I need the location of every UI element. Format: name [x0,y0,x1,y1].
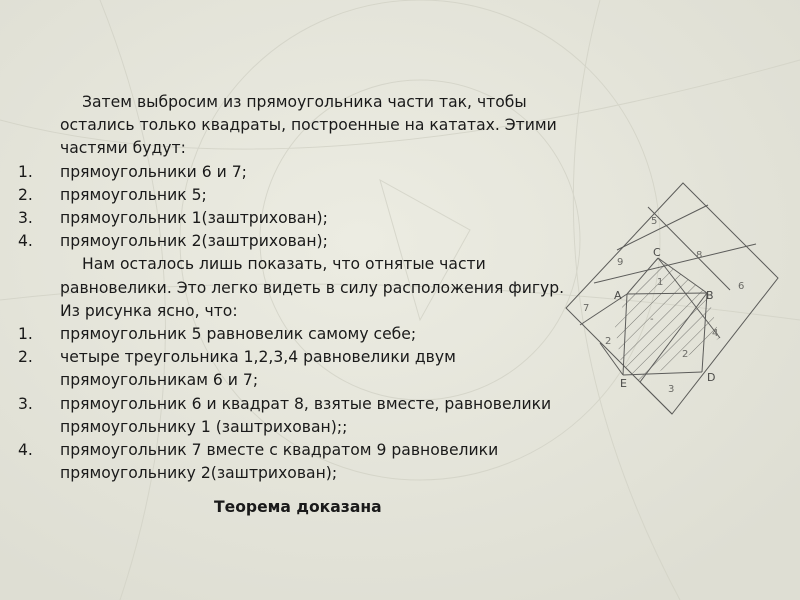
label-8: 8 [696,250,703,261]
list-item [18,393,578,439]
list-number: 3. [18,394,33,413]
list-number: 2. [18,185,33,204]
list-text: прямоугольник 5; [60,185,207,204]
vertex-D: D [707,371,716,384]
parts-list [18,161,578,254]
label-center: - [650,314,654,325]
list-text: прямоугольники 6 и 7; [60,162,247,181]
list-item [18,346,578,392]
label-9: 9 [617,257,624,268]
list-item [18,207,578,230]
label-2-inner: 2 [682,349,689,360]
equivalence-list [18,323,578,485]
list-text: прямоугольник 6 и квадрат 8, взятые вместе, равновелики прямоугольнику 1 (заштрихован);; [60,394,552,436]
list-text: прямоугольник 1(заштрихован); [60,209,328,228]
label-4: 4 [712,328,719,339]
grid-line [617,205,708,250]
vertex-B: B [706,289,714,302]
list-text: четыре треугольника 1,2,3,4 равновелики двум прямоугольникам 6 и 7; [60,348,456,390]
middle-paragraph: Нам осталось лишь показать, что отнятые части равновелики. Это легко видеть в силу расположения фигур. Из рисунка ясно, что: [60,255,565,320]
slide-text [18,91,578,485]
list-text: прямоугольник 7 вместе с квадратом 9 равновелики прямоугольнику 2(заштрихован); [60,441,499,483]
list-text: прямоугольник 2(заштрихован); [60,232,328,251]
vertex-C: C [653,246,661,259]
label-1: 1 [657,277,664,288]
list-item [18,161,578,184]
label-2: 2 [605,336,612,347]
proof-diagram [560,180,786,416]
hatched-region-1 [615,258,720,382]
list-number: 1. [18,162,33,181]
list-number: 4. [18,441,33,460]
list-item [18,323,578,346]
list-item [18,439,578,485]
intro-paragraph: Затем выбросим из прямоугольника части так, чтобы остались только квадраты, построенные на кататах. Этими частями будут: [60,93,557,158]
list-item [18,230,578,253]
list-item [18,184,578,207]
conclusion-text: Теорема доказана [214,498,382,516]
vertex-E: E [620,377,627,390]
list-text: прямоугольник 5 равновелик самому себе; [60,325,417,344]
list-number: 2. [18,348,33,367]
vertex-A: A [614,289,622,302]
label-5: 5 [651,216,658,227]
label-3: 3 [668,384,675,395]
label-7: 7 [583,303,590,314]
label-6: 6 [738,281,745,292]
list-number: 4. [18,232,33,251]
list-number: 3. [18,209,33,228]
list-number: 1. [18,325,33,344]
